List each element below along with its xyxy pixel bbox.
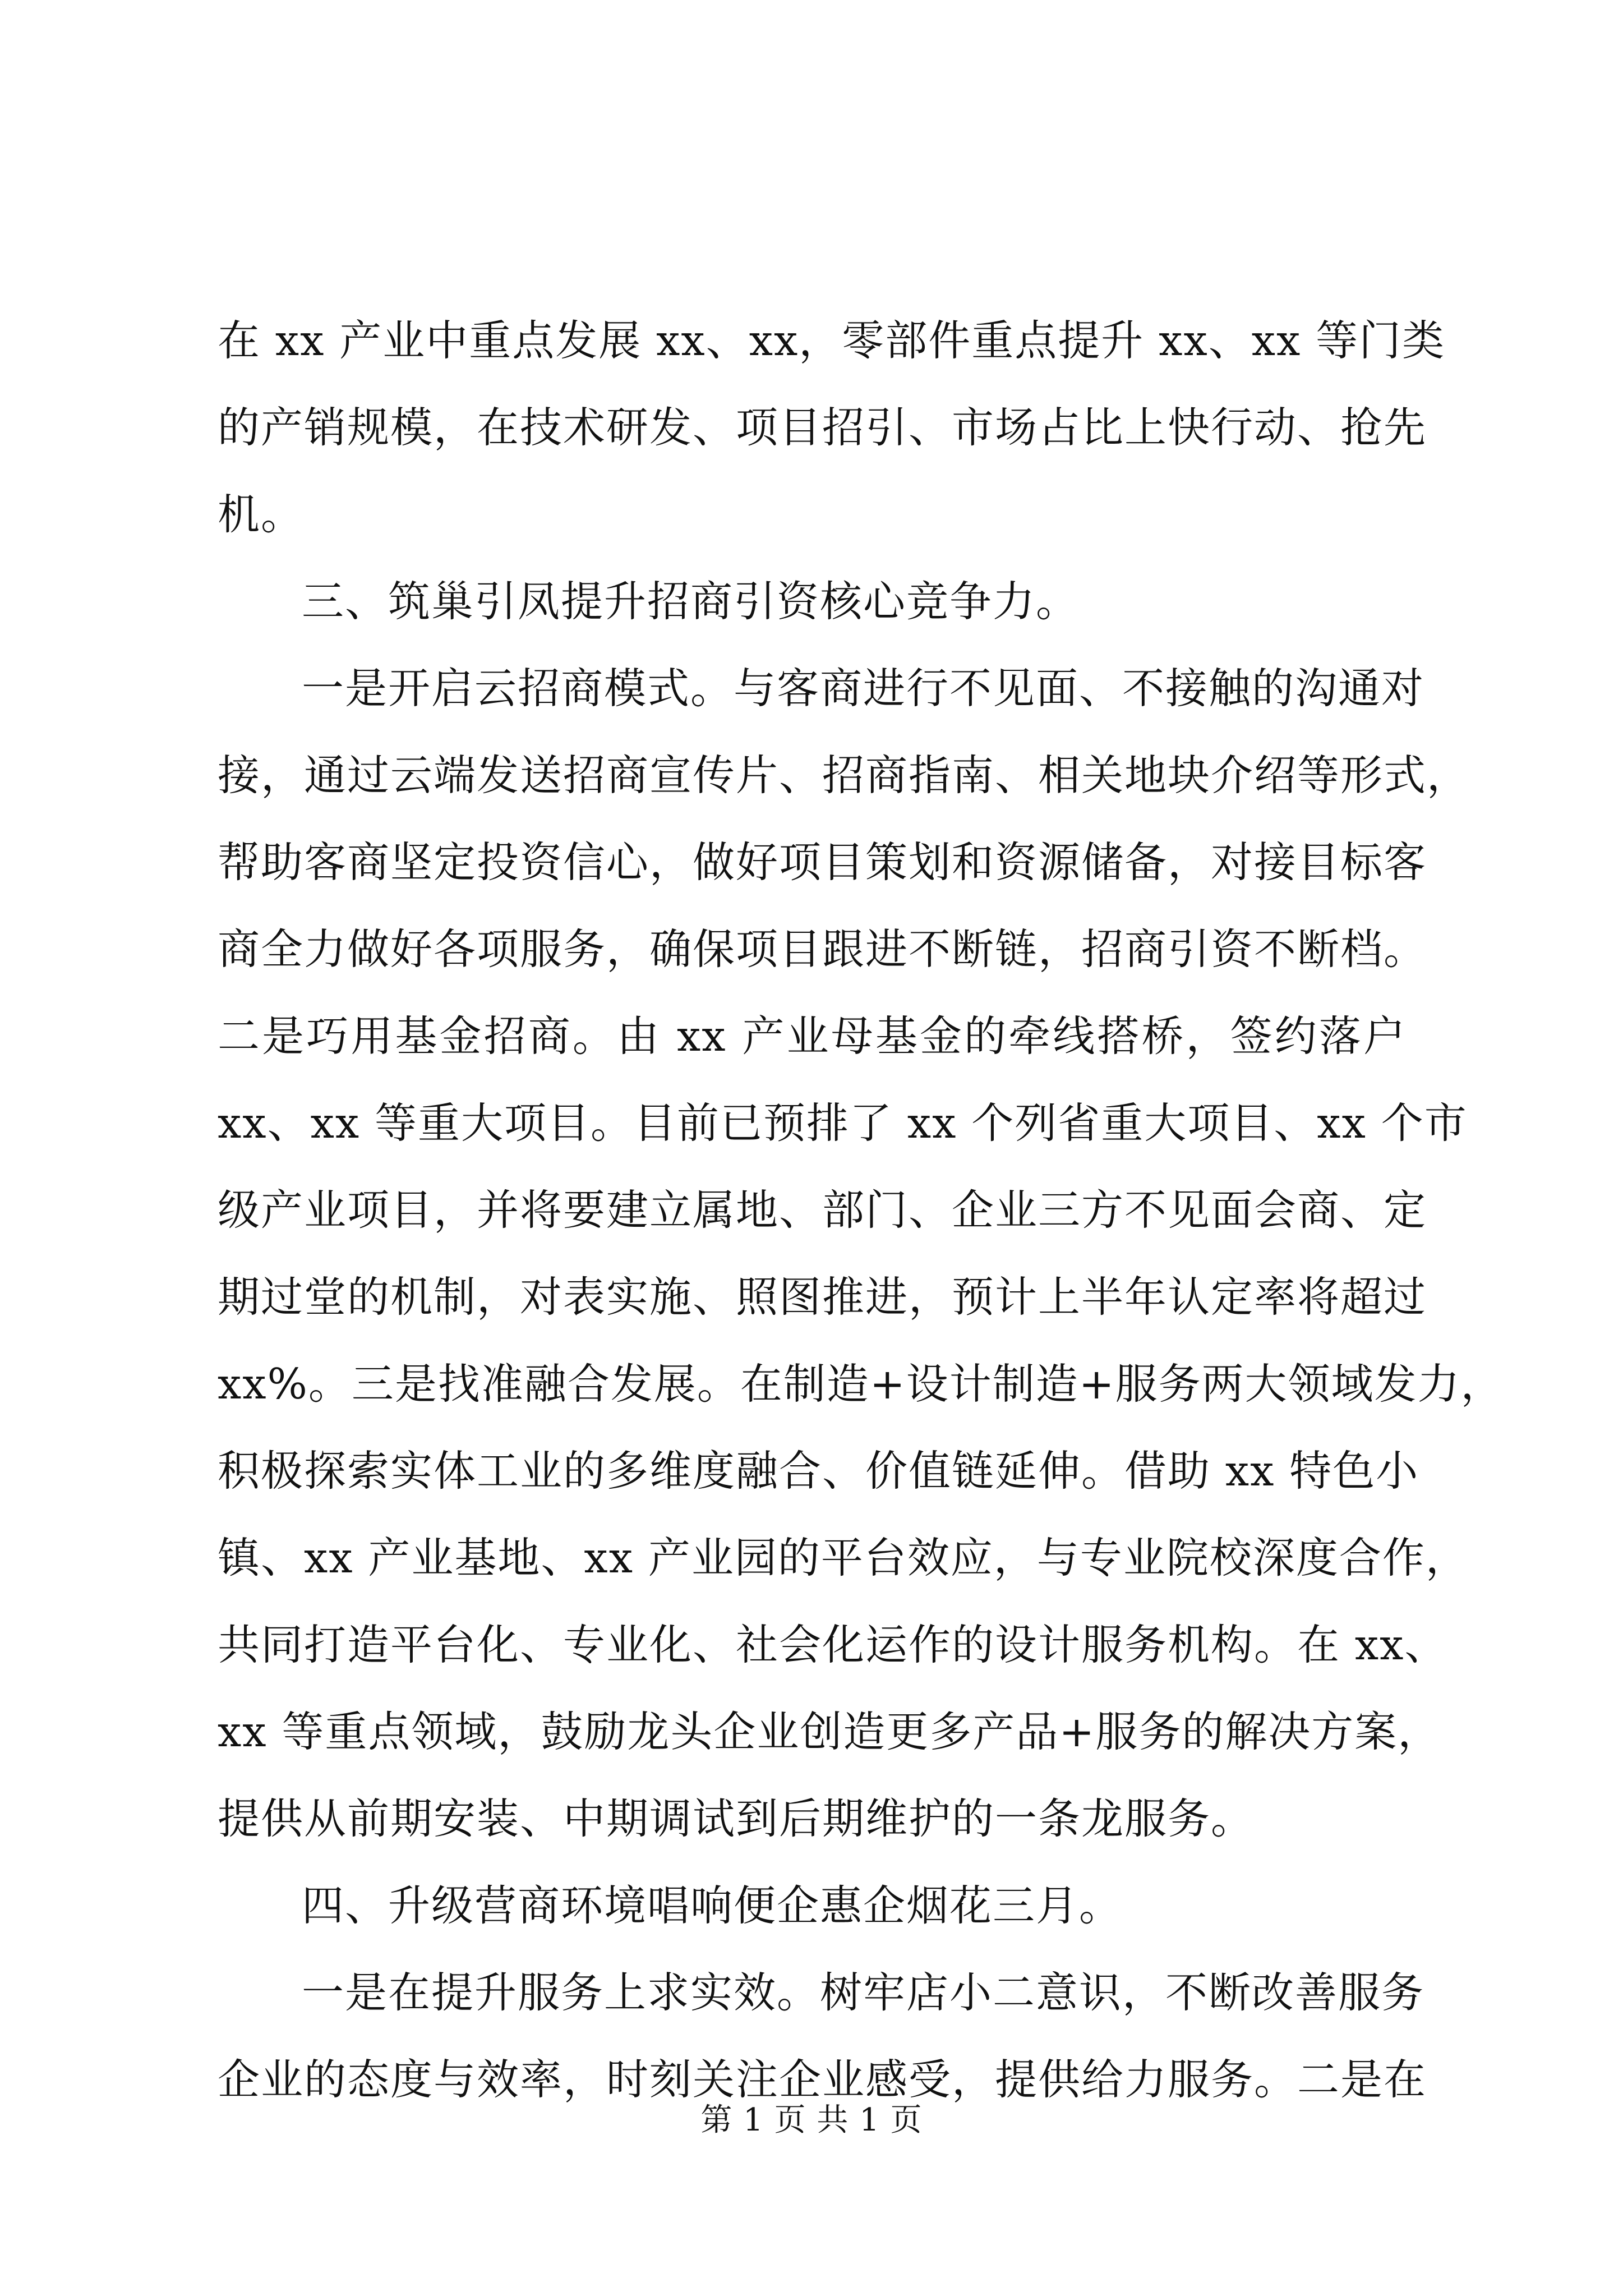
body-line: 接，通过云端发送招商宣传片、招商指南、相关地块介绍等形式， [218, 751, 1470, 800]
body-line: 二是巧用基金招商。由 xx 产业母基金的牵线搭桥，签约落户 [218, 1011, 1407, 1061]
body-line: 在 xx 产业中重点发展 xx、xx，零部件重点提升 xx、xx 等门类 [218, 316, 1446, 365]
body-line: 机。 [218, 490, 305, 539]
body-line: 的产销规模，在技术研发、项目招引、市场占比上快行动、抢先 [218, 403, 1427, 452]
body-line: 一是开启云招商模式。与客商进行不见面、不接触的沟通对 [302, 664, 1425, 713]
body-line: 级产业项目，并将要建立属地、部门、企业三方不见面会商、定 [218, 1185, 1427, 1235]
body-line: 镇、xx 产业基地、xx 产业园的平台效应，与专业院校深度合作， [218, 1533, 1469, 1582]
section-heading: 四、升级营商环境唱响便企惠企烟花三月。 [302, 1881, 1123, 1930]
body-line: 期过堂的机制，对表实施、照图推进，预计上半年认定率将超过 [218, 1272, 1427, 1322]
section-heading: 三、筑巢引凤提升招商引资核心竞争力。 [302, 577, 1080, 626]
body-line: 商全力做好各项服务，确保项目跟进不断链，招商引资不断档。 [218, 924, 1427, 974]
body-line: xx、xx 等重大项目。目前已预排了 xx 个列省重大项目、xx 个市 [218, 1098, 1468, 1148]
body-line: 积极探索实体工业的多维度融合、价值链延伸。借助 xx 特色小 [218, 1446, 1419, 1496]
body-line: 帮助客商坚定投资信心，做好项目策划和资源储备，对接目标客 [218, 838, 1427, 887]
body-line: 提供从前期安装、中期调试到后期维护的一条龙服务。 [218, 1794, 1255, 1843]
page-number: 第 1 页 共 1 页 [700, 2102, 923, 2138]
body-line: 共同打造平台化、专业化、社会化运作的设计服务机构。在 xx、 [218, 1620, 1448, 1669]
body-line: xx%。三是找准融合发展。在制造+设计制造+服务两大领域发力， [218, 1359, 1504, 1409]
body-line: 一是在提升服务上求实效。树牢店小二意识，不断改善服务 [302, 1968, 1425, 2017]
body-line: xx 等重点领域，鼓励龙头企业创造更多产品+服务的解决方案， [218, 1707, 1441, 1756]
body-line: 企业的态度与效率，时刻关注企业感受，提供给力服务。二是在 [218, 2055, 1427, 2104]
document-body [218, 297, 1504, 2123]
page-footer [0, 2101, 1623, 2140]
